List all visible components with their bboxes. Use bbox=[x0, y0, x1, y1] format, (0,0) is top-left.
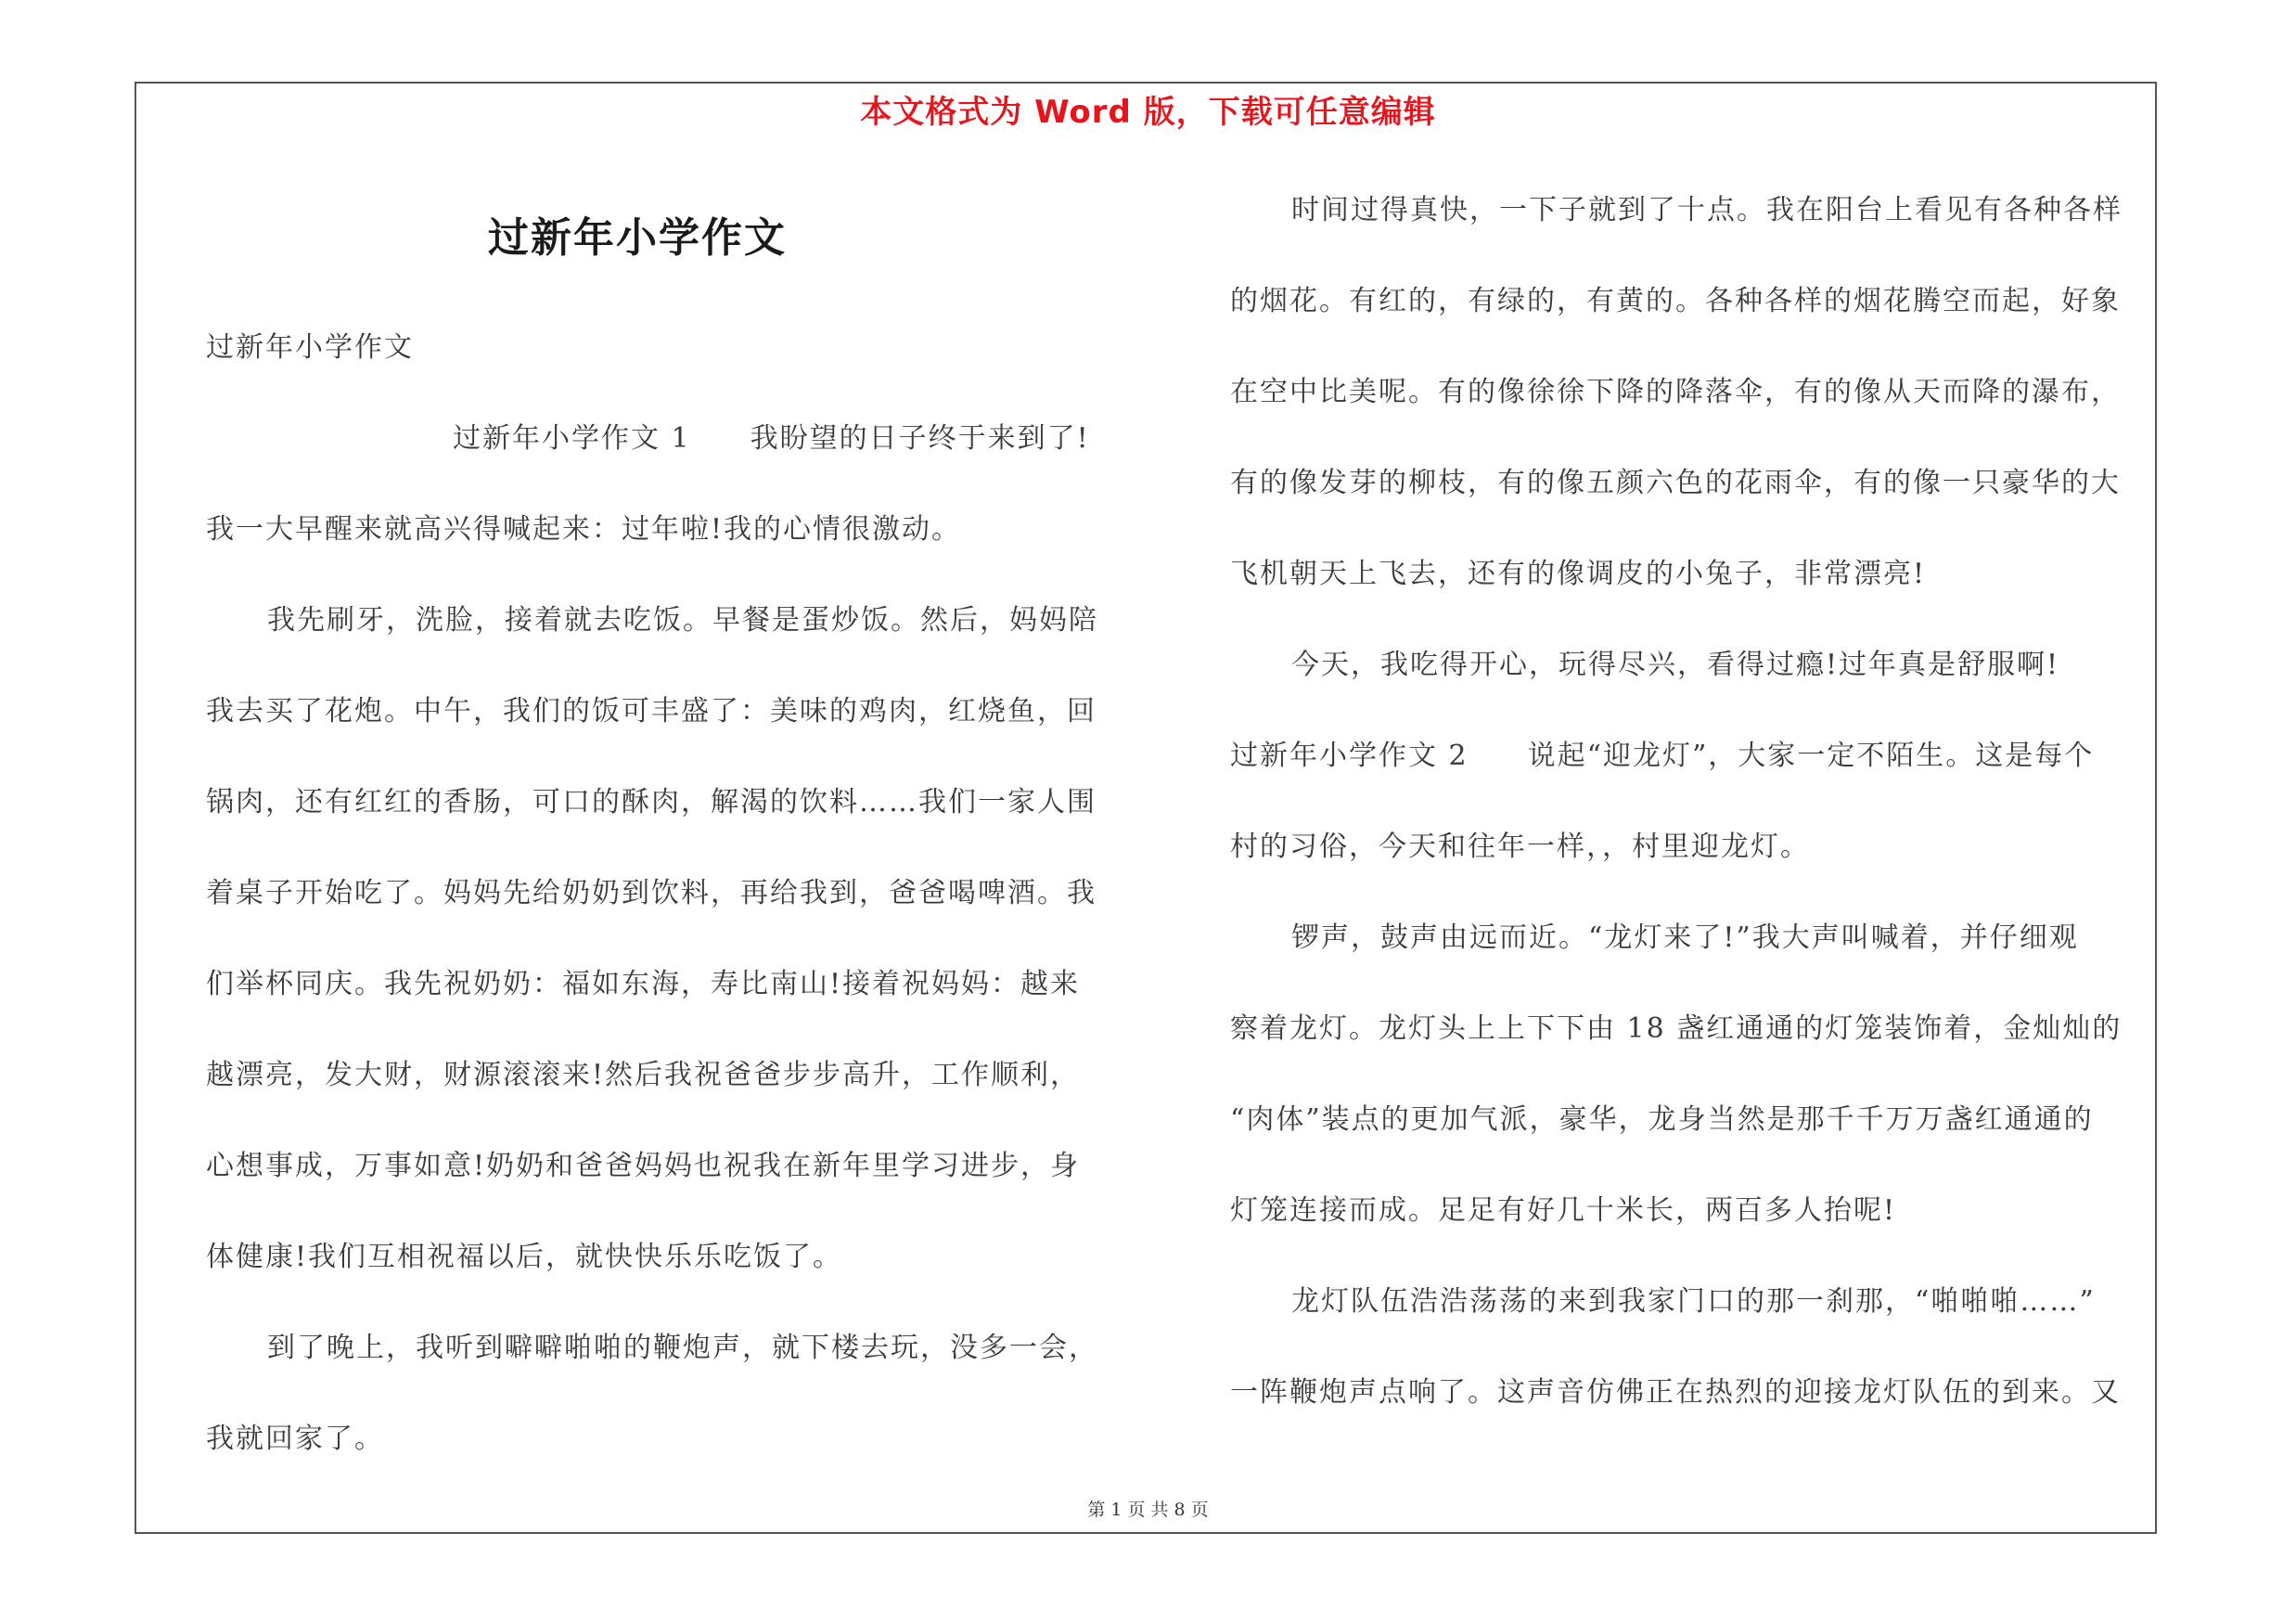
page-number: 第 1 页 共 8 页 bbox=[1087, 1500, 1209, 1520]
text-line: 我一大早醒来就高兴得喊起来：过年啦!我的心情很激动。 bbox=[206, 513, 962, 546]
text-line: 我就回家了。 bbox=[206, 1423, 384, 1455]
text-line: 越漂亮，发大财，财源滚滚来!然后我祝爸爸步步高升，工作顺利， bbox=[206, 1059, 1081, 1091]
text-line: 锅肉，还有红红的香肠，可口的酥肉，解渴的饮料……我们一家人围 bbox=[206, 786, 1097, 818]
text-line: 我先刷牙，洗脸，接着就去吃饭。早餐是蛋炒饭。然后，妈妈陪 bbox=[267, 604, 1098, 637]
left-column bbox=[206, 303, 1134, 1485]
right-column bbox=[1230, 165, 2158, 1438]
text-line: 龙灯队伍浩浩荡荡的来到我家门口的那一刹那，“啪啪啪……” bbox=[1291, 1285, 2096, 1318]
text-line: 的烟花。有红的，有绿的，有黄的。各种各样的烟花腾空而起，好象 bbox=[1230, 285, 2121, 317]
text-line: 一阵鞭炮声点响了。这声音仿佛正在热烈的迎接龙灯队伍的到来。又 bbox=[1230, 1376, 2121, 1409]
text-line: 时间过得真快，一下子就到了十点。我在阳台上看见有各种各样 bbox=[1291, 194, 2123, 226]
text-line: 飞机朝天上飞去，还有的像调皮的小兔子，非常漂亮! bbox=[1230, 558, 1927, 590]
text-line: 锣声，鼓声由远而近。“龙灯来了!”我大声叫喊着，并仔细观 bbox=[1291, 921, 2079, 954]
text-line: 我去买了花炮。中午，我们的饭可丰盛了：美味的鸡肉，红烧鱼，回 bbox=[206, 695, 1097, 728]
text-line: 过新年小学作文 bbox=[206, 331, 414, 364]
text-line: 村的习俗，今天和往年一样，，村里迎龙灯。 bbox=[1230, 831, 1810, 863]
text-line: 体健康!我们互相祝福以后，就快快乐乐吃饭了。 bbox=[206, 1241, 843, 1273]
text-line: 过新年小学作文 1 我盼望的日子终于来到了! bbox=[453, 422, 1090, 455]
text-line: 过新年小学作文 2 说起“迎龙灯”，大家一定不陌生。这是每个 bbox=[1230, 740, 2095, 772]
text-line: 在空中比美呢。有的像徐徐下降的降落伞，有的像从天而降的瀑布， bbox=[1230, 376, 2121, 408]
document-title: 过新年小学作文 bbox=[488, 214, 787, 262]
text-line: 灯笼连接而成。足足有好几十米长，两百多人抬呢! bbox=[1230, 1194, 1897, 1227]
text-line: 们举杯同庆。我先祝奶奶：福如东海，寿比南山!接着祝妈妈：越来 bbox=[206, 968, 1081, 1000]
text-line: 有的像发芽的柳枝，有的像五颜六色的花雨伞，有的像一只豪华的大 bbox=[1230, 467, 2121, 499]
text-line: 着桌子开始吃了。妈妈先给奶奶到饮料，再给我到，爸爸喝啤酒。我 bbox=[206, 877, 1097, 909]
format-banner: 本文格式为 Word 版，下载可任意编辑 bbox=[860, 94, 1436, 131]
text-line: 心想事成，万事如意!奶奶和爸爸妈妈也祝我在新年里学习进步，身 bbox=[206, 1150, 1081, 1182]
text-line: 今天，我吃得开心，玩得尽兴，看得过瘾!过年真是舒服啊! bbox=[1291, 649, 2060, 681]
text-line: 到了晚上，我听到噼噼啪啪的鞭炮声，就下楼去玩，没多一会， bbox=[267, 1332, 1098, 1364]
text-line: 察着龙灯。龙灯头上上下下由 18 盏红通通的灯笼装饰着，金灿灿的 bbox=[1230, 1012, 2123, 1045]
text-line: “肉体”装点的更加气派，豪华，龙身当然是那千千万万盏红通通的 bbox=[1230, 1103, 2094, 1136]
